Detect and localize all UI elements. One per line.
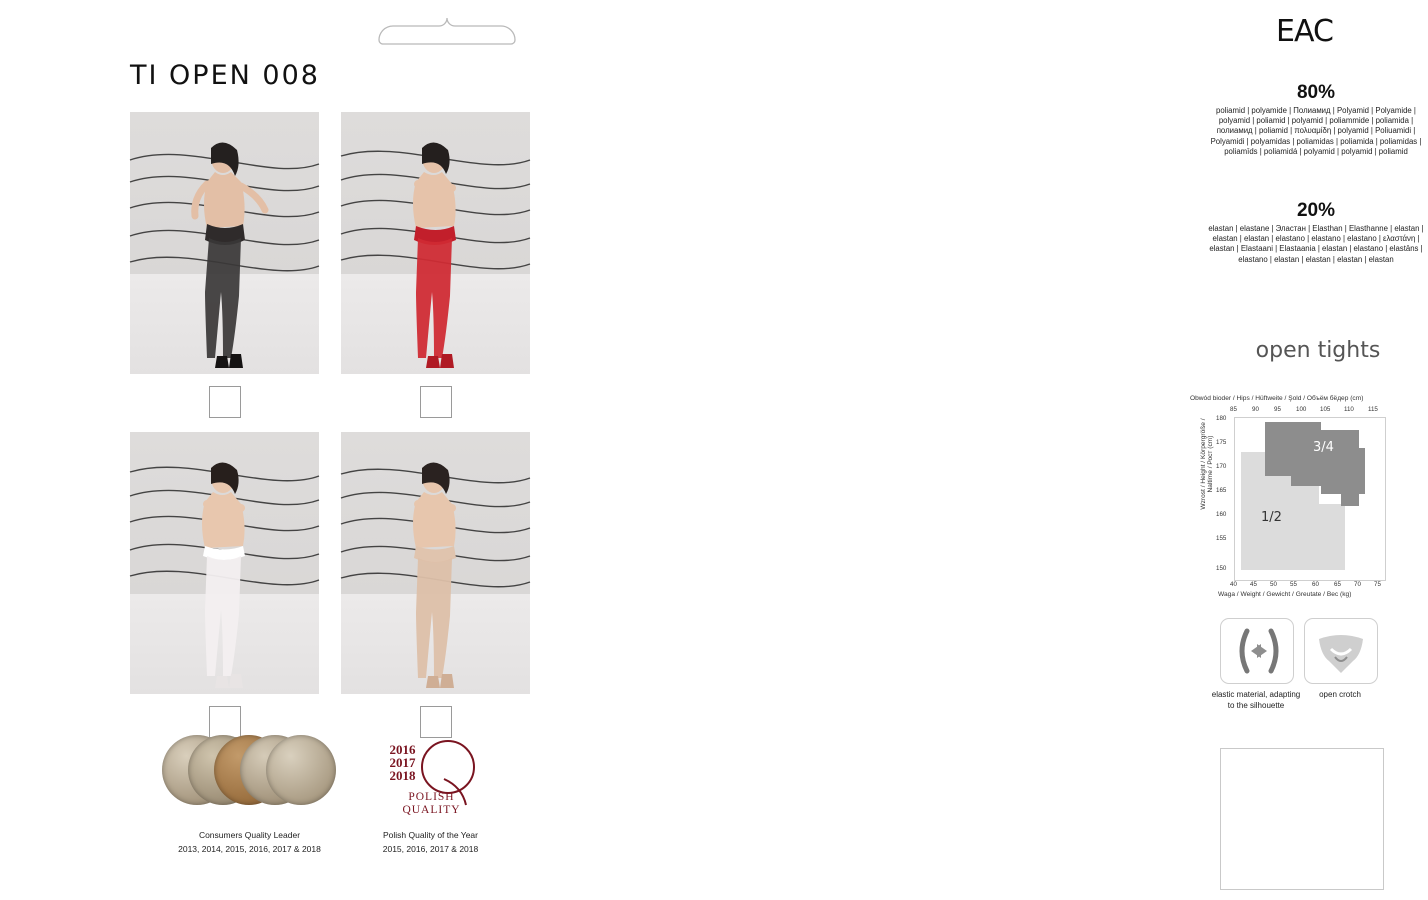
size-region-1-2-ext xyxy=(1289,476,1319,570)
open-crotch-icon xyxy=(1304,618,1378,684)
awards-section xyxy=(160,735,520,855)
award-caption-line2: 2015, 2016, 2017 & 2018 xyxy=(382,844,479,854)
info-panel xyxy=(604,0,1424,900)
composition-polyamide xyxy=(1208,82,1424,157)
award-coin xyxy=(266,735,336,805)
photo-cell-1 xyxy=(130,112,319,418)
composition-percent: 20% xyxy=(1296,200,1336,221)
photo-row-1 xyxy=(130,112,530,418)
model-silhouette xyxy=(165,458,285,694)
coin-stack xyxy=(162,735,337,827)
model-silhouette xyxy=(376,458,496,694)
size-chart-top-label: Obwód bioder / Hips / Hüftweite / Şold / Объём бёдер (cm) xyxy=(1190,395,1364,402)
size-region-3-4-ext3 xyxy=(1341,474,1359,506)
photo-cell-3 xyxy=(130,432,319,738)
size-label-1-2: 1/2 xyxy=(1261,510,1282,525)
award-caption-line2: 2013, 2014, 2015, 2016, 2017 & 2018 xyxy=(178,844,321,854)
elastic-material-icon xyxy=(1220,618,1294,684)
model-photo-white xyxy=(130,432,319,694)
size-chart-side-label: Wzrost / Height / Körpergröße / Naltime / Рост (cm) xyxy=(1200,418,1214,510)
composition-languages: poliamid | polyamide | Полиамид | Polyamid | Polyamide | polyamid | poliamid | polyamid | poliammide | poliamida | полиамид | poliamid | πολυαμίδη | polyamid | Poliuamidi | Polyamidi | polyamidas | poliamidas | poliamida | poliamidas | poliamīds | poliamidá | polyamid | polyamid | poliamid xyxy=(1210,106,1422,156)
model-photo-red xyxy=(341,112,530,374)
size-chart-plot xyxy=(1234,417,1386,581)
model-silhouette xyxy=(376,138,496,374)
photo-grid xyxy=(130,112,530,738)
award-consumers-quality-leader xyxy=(162,735,337,855)
page-title: TI OPEN 008 xyxy=(130,60,320,91)
composition-elastane xyxy=(1208,200,1424,265)
year-2016: 2016 xyxy=(389,742,416,757)
photo-checkbox-2[interactable] xyxy=(420,386,452,418)
feature-caption: open crotch xyxy=(1319,690,1361,699)
feature-open-crotch xyxy=(1304,618,1388,700)
eac-mark: EAC xyxy=(1276,14,1333,49)
size-chart: Obwód bioder / Hips / Hüftweite / Şold / Объём бёдер (cm) Waga / Weight / Gewicht / Greutate / Вес (kg) Wzrost / Height / Körpergröße / Naltime / Рост (cm) 85 90 95 100 105 110 115 180 175 170 165 160 155 150 3/4 1/2 40 45 50 55 60 65 70 75 xyxy=(1190,395,1400,600)
product-category: open tights xyxy=(1255,338,1381,363)
model-photo-nude xyxy=(341,432,530,694)
product-title-wrap xyxy=(130,60,550,91)
feature-caption: elastic material, adapting to the silhouette xyxy=(1211,690,1301,710)
award-polish-quality xyxy=(343,735,518,855)
photo-cell-4 xyxy=(341,432,530,738)
year-2017: 2017 xyxy=(389,755,416,770)
photo-cell-2 xyxy=(341,112,530,418)
photo-checkbox-4[interactable] xyxy=(420,706,452,738)
photo-checkbox-1[interactable] xyxy=(209,386,241,418)
photo-checkbox-3[interactable] xyxy=(209,706,241,738)
size-region-1-2-ext2 xyxy=(1319,504,1345,570)
hanger-graphic xyxy=(375,8,525,44)
award-caption-line1: Consumers Quality Leader xyxy=(198,830,301,840)
model-silhouette xyxy=(165,138,285,374)
polish-quality-label: POLISH QUALITY xyxy=(402,791,461,816)
year-2018: 2018 xyxy=(389,768,416,783)
polish-quality-years xyxy=(390,743,416,782)
blank-label-area xyxy=(1220,748,1384,890)
model-photo-black xyxy=(130,112,319,374)
photo-row-2 xyxy=(130,432,530,738)
award-caption-line1: Polish Quality of the Year xyxy=(383,830,478,840)
composition-percent: 80% xyxy=(1296,82,1336,103)
size-label-3-4: 3/4 xyxy=(1313,440,1334,455)
polish-quality-seal xyxy=(376,735,486,827)
composition-languages: elastan | elastane | Эластан | Elasthan | Elasthanne | elastan | elastan | elastan | elastano | elastano | elastano | ελαστάνη | elastan | Elastaani | Elastaania | elastan | elastano | elastāns | elastano | elastan | elastan | elastan | elastan xyxy=(1208,224,1424,264)
size-chart-bottom-label: Waga / Weight / Gewicht / Greutate / Вес (kg) xyxy=(1218,591,1352,598)
